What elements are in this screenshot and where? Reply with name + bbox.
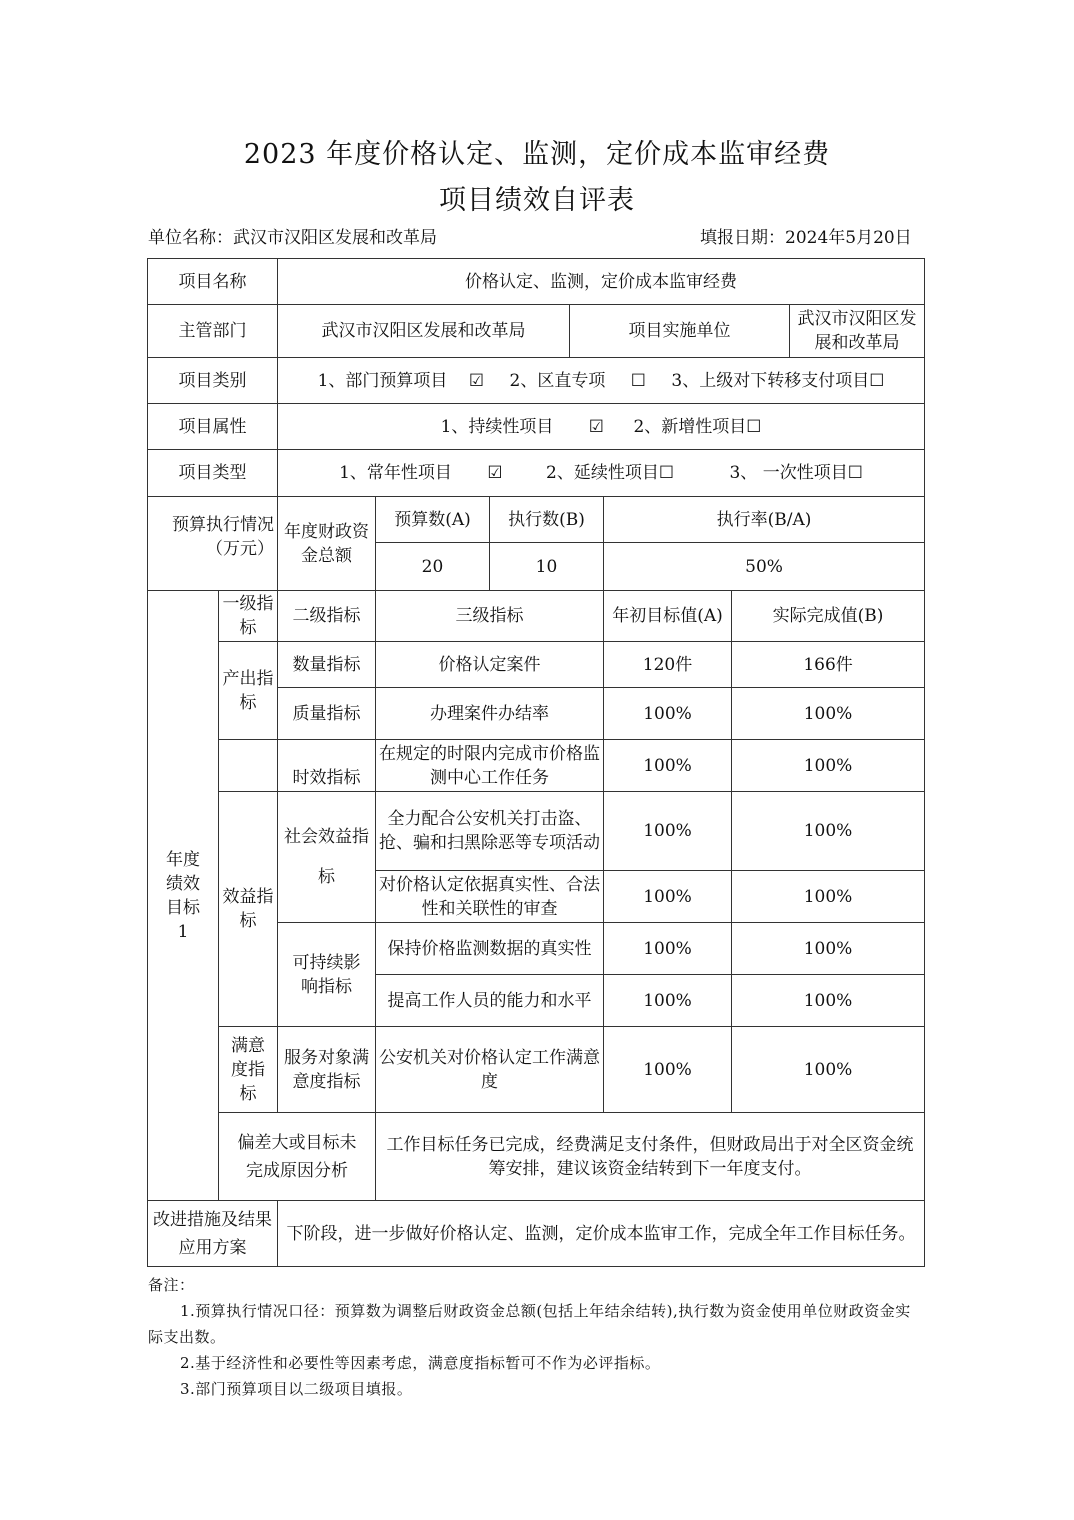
unit-name: 单位名称：武汉市汉阳区发展和改革局 xyxy=(148,228,437,248)
actual-cell: 100% xyxy=(732,740,925,792)
level2-cell: 质量指标 xyxy=(278,688,376,740)
row-category xyxy=(148,358,925,404)
level2-cell: 数量指标 xyxy=(278,642,376,688)
deviation-text: 工作目标任务已完成，经费满足支付条件，但财政局出于对全区资金统筹安排，建议该资金结转到下一年度支付。 xyxy=(376,1113,925,1201)
actual-cell: 100% xyxy=(732,1027,925,1113)
annual-goal-label: 年度绩效目标1 xyxy=(148,591,219,1201)
level2-cell: 可持续影响指标 xyxy=(278,923,376,1027)
project-name-value: 价格认定、监测，定价成本监审经费 xyxy=(278,259,925,305)
actual-cell: 100% xyxy=(732,871,925,923)
attribute-opt2: 2、新增性项目 xyxy=(633,416,747,437)
budget-label: 预算执行情况（万元） xyxy=(148,497,278,591)
header-actual: 实际完成值(B) xyxy=(732,591,925,642)
checkbox-checked-icon: ☑ xyxy=(487,463,503,483)
row-improvement xyxy=(148,1201,925,1267)
impl-unit-label: 项目实施单位 xyxy=(570,305,790,358)
checkbox-empty-icon: ☐ xyxy=(630,370,646,391)
header-level1: 一级指标 xyxy=(219,591,278,642)
ptype-opt1: 1、常年性项目 xyxy=(339,463,452,483)
header-target: 年初目标值(A) xyxy=(604,591,732,642)
target-cell: 100% xyxy=(604,923,732,975)
category-opt3: 3、上级对下转移支付项目 xyxy=(671,370,870,391)
row-deviation xyxy=(148,1113,925,1201)
target-cell: 100% xyxy=(604,1027,732,1113)
budget-col-b: 执行数(B) xyxy=(490,497,604,543)
ptype-options xyxy=(278,450,925,497)
target-cell: 100% xyxy=(604,740,732,792)
deviation-label: 偏差大或目标未完成原因分析 xyxy=(219,1113,376,1201)
improvement-text: 下阶段，进一步做好价格认定、监测，定价成本监审工作，完成全年工作目标任务。 xyxy=(278,1201,925,1267)
actual-cell: 100% xyxy=(732,975,925,1027)
level3-cell: 公安机关对价格认定工作满意度 xyxy=(376,1027,604,1113)
satisfaction-indicator-label: 满意度指标 xyxy=(219,1027,278,1113)
attribute-label: 项目属性 xyxy=(148,404,278,450)
row-budget-header xyxy=(148,497,925,543)
effect-indicator-label: 效益指标 xyxy=(219,792,278,1027)
level3-cell: 保持价格监测数据的真实性 xyxy=(376,923,604,975)
report-date: 填报日期：2024年5月20日 xyxy=(700,228,912,248)
dept-value: 武汉市汉阳区发展和改革局 xyxy=(278,305,570,358)
category-label-text: 项目类别 xyxy=(178,370,247,391)
output-indicator-label: 产出指标 xyxy=(219,642,278,740)
table-row xyxy=(148,792,925,871)
project-name-label: 项目名称 xyxy=(148,259,278,305)
row-project-type xyxy=(148,450,925,497)
table-row xyxy=(148,642,925,688)
actual-cell: 100% xyxy=(732,792,925,871)
category-opt2: 2、区直专项 xyxy=(509,370,606,391)
checkbox-empty-icon: ☐ xyxy=(847,463,863,483)
form-title-line1: 2023 年度价格认定、监测，定价成本监审经费 xyxy=(243,139,831,170)
level2-cell: 时效指标 xyxy=(278,740,376,792)
actual-cell: 100% xyxy=(732,688,925,740)
note-3: 3.部门预算项目以二级项目填报。 xyxy=(180,1380,413,1398)
budget-col-a: 预算数(A) xyxy=(376,497,490,543)
budget-sub-label: 年度财政资金总额 xyxy=(278,497,376,591)
target-cell: 100% xyxy=(604,792,732,871)
header-level3: 三级指标 xyxy=(376,591,604,642)
empty-level1-cell xyxy=(219,740,278,792)
ptype-opt2: 2、延续性项目 xyxy=(546,463,659,483)
row-department xyxy=(148,305,925,358)
budget-col-rate: 执行率(B/A) xyxy=(604,497,925,543)
level3-cell: 价格认定案件 xyxy=(376,642,604,688)
checkbox-empty-icon: ☐ xyxy=(746,416,762,437)
category-options xyxy=(278,358,925,404)
improvement-label: 改进措施及结果应用方案 xyxy=(148,1201,278,1267)
rate-value: 50% xyxy=(604,543,925,591)
notes-section xyxy=(148,1272,924,1402)
checkbox-checked-icon: ☑ xyxy=(588,416,605,437)
table-row xyxy=(148,740,925,792)
header-level2: 二级指标 xyxy=(278,591,376,642)
checkbox-empty-icon: ☐ xyxy=(658,463,675,483)
target-cell: 100% xyxy=(604,688,732,740)
dept-label: 主管部门 xyxy=(148,305,278,358)
row-attribute xyxy=(148,404,925,450)
notes-heading: 备注： xyxy=(148,1276,195,1294)
row-project-name xyxy=(148,259,925,305)
ptype-label: 项目类型 xyxy=(148,450,278,497)
actual-cell: 100% xyxy=(732,923,925,975)
impl-unit-value: 武汉市汉阳区发展和改革局 xyxy=(790,305,925,358)
level3-cell: 对价格认定依据真实性、合法性和关联性的审查 xyxy=(376,871,604,923)
level3-cell: 在规定的时限内完成市价格监测中心工作任务 xyxy=(376,740,604,792)
ptype-opt3: 3、 一次性项目 xyxy=(729,463,848,483)
level3-cell: 办理案件办结率 xyxy=(376,688,604,740)
checkbox-checked-icon: ☑ xyxy=(468,370,485,391)
row-goals-header xyxy=(148,591,925,642)
level2-cell: 服务对象满意度指标 xyxy=(278,1027,376,1113)
target-cell: 120件 xyxy=(604,642,732,688)
attribute-opt1: 1、持续性项目 xyxy=(440,416,554,437)
category-opt1: 1、部门预算项目 xyxy=(317,370,448,391)
exec-value: 10 xyxy=(490,543,604,591)
checkbox-empty-icon: ☐ xyxy=(869,370,885,391)
target-cell: 100% xyxy=(604,975,732,1027)
note-1: 1.预算执行情况口径：预算数为调整后财政资金总额(包括上年结余结转),执行数为资金使用单位财政资金实际支出数。 xyxy=(148,1302,911,1346)
actual-cell: 166件 xyxy=(732,642,925,688)
attribute-options xyxy=(278,404,925,450)
target-cell: 100% xyxy=(604,871,732,923)
level3-cell: 全力配合公安机关打击盗、抢、骗和扫黑除恶等专项活动 xyxy=(376,792,604,871)
form-title-line2: 项目绩效自评表 xyxy=(439,185,635,216)
table-row xyxy=(148,1027,925,1113)
note-2: 2.基于经济性和必要性等因素考虑，满意度指标暂可不作为必评指标。 xyxy=(180,1354,661,1372)
budget-value: 20 xyxy=(376,543,490,591)
category-label xyxy=(148,358,278,404)
level3-cell: 提高工作人员的能力和水平 xyxy=(376,975,604,1027)
performance-table xyxy=(147,258,925,1267)
level2-cell: 社会效益指标 xyxy=(278,792,376,923)
